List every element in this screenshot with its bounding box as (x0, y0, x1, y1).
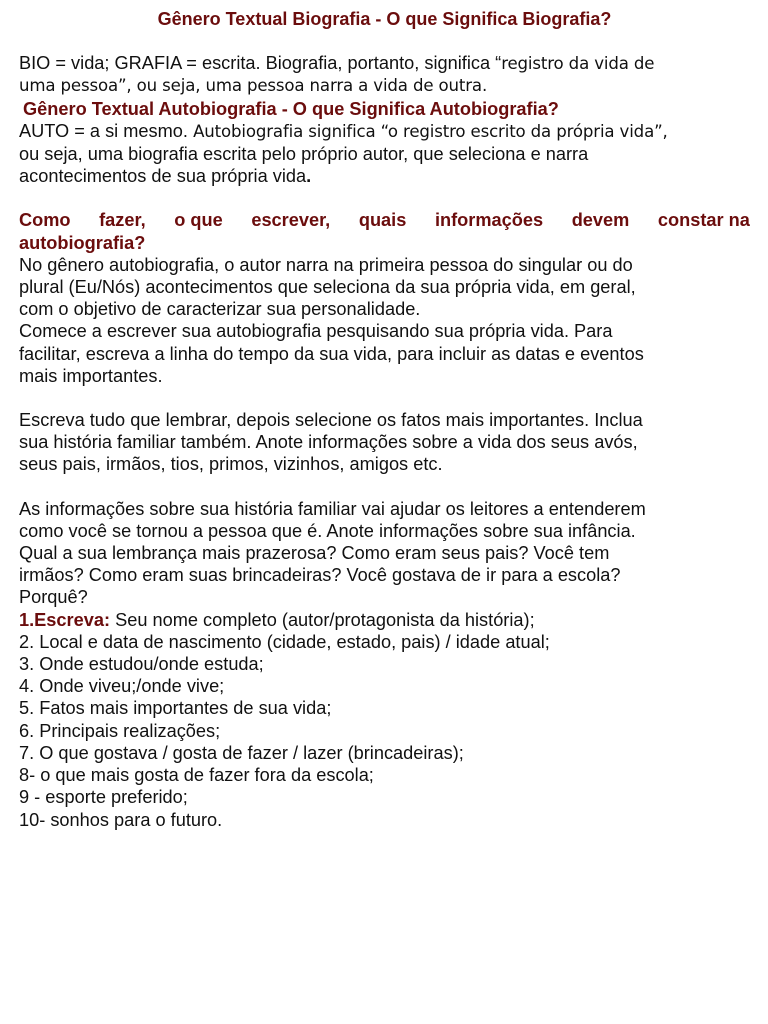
paragraph-line: Escreva tudo que lembrar, depois selecione os fatos mais importantes. Inclua (19, 410, 643, 431)
list-item: 2. Local e data de nascimento (cidade, estado, pais) / idade atual; (19, 631, 550, 652)
paragraph-line: No gênero autobiografia, o autor narra na primeira pessoa do singular ou do (19, 254, 633, 275)
list-head-label: 1.Escreva: (19, 609, 111, 630)
list-item: 10- sonhos para o futuro. (19, 809, 223, 830)
bio-definition-line-2 (19, 75, 750, 97)
paragraph-line: mais importantes. (19, 365, 163, 386)
paragraph-line: seus pais, irmãos, tios, primos, vizinhos, amigos etc. (19, 454, 443, 475)
how-word: Como (19, 210, 71, 231)
how-to-heading-line-2: autobiografia? (19, 232, 146, 253)
list-item: 6. Principais realizações; (19, 720, 221, 741)
paragraph-line: Qual a sua lembrança mais prazerosa? Como eram seus pais? Você tem (19, 543, 610, 564)
list-head-text: Seu nome completo (autor/protagonista da história); (110, 609, 535, 630)
bio-tail: ”, ou seja, uma pessoa narra a vida de outra (117, 76, 482, 96)
bio-quote-a: registro da vida de (501, 54, 655, 74)
list-item: 4. Onde viveu;/onde vive; (19, 676, 225, 697)
auto-line3: acontecimentos de sua própria vida (19, 166, 307, 187)
how-word: informações (434, 210, 544, 231)
page-title: Gênero Textual Biografia - O que Significa Biografia? (157, 9, 612, 29)
list-item: 7. O que gostava / gosta de fazer / lazer (brincadeiras); (19, 742, 464, 763)
spacer (19, 387, 750, 409)
bio-definition-line-1 (19, 52, 750, 75)
spacer (19, 476, 750, 498)
auto-definition-line-3 (19, 165, 750, 187)
how-word: devem (571, 210, 630, 231)
paragraph-line: como você se tornou a pessoa que é. Anote informações sobre sua infância. (19, 520, 636, 541)
paragraph-line: As informações sobre sua história familiar vai ajudar os leitores a entenderem (19, 498, 646, 519)
how-word: o que (174, 210, 223, 231)
auto-definition-line-1 (19, 120, 750, 143)
how-to-heading-line-1 (19, 209, 750, 231)
spacer (19, 30, 750, 52)
paragraph-line: sua história familiar também. Anote informações sobre a vida dos seus avós, (19, 432, 638, 453)
auto-lead: AUTO = a si mesmo. (19, 120, 188, 141)
paragraph-line: plural (Eu/Nós) acontecimentos que seleciona da sua própria vida, em geral, (19, 277, 636, 298)
auto-line3-end: . (306, 166, 312, 187)
paragraph-line: Porquê? (19, 587, 88, 608)
spacer (19, 187, 750, 209)
how-word: escrever, (251, 210, 331, 231)
paragraph-line: facilitar, escreva a linha do tempo da sua vida, para incluir as datas e eventos (19, 343, 644, 364)
paragraph-line: irmãos? Como eram suas brincadeiras? Você gostava de ir para a escola? (19, 565, 621, 586)
how-word: fazer, (99, 210, 146, 231)
list-item: 8- o que mais gosta de fazer fora da escola; (19, 765, 374, 786)
how-word: quais (358, 210, 407, 231)
autobiography-heading: Gênero Textual Autobiografia - O que Significa Autobiografia? (23, 98, 559, 119)
list-item: 5. Fatos mais importantes de sua vida; (19, 698, 332, 719)
paragraph-line: Comece a escrever sua autobiografia pesquisando sua própria vida. Para (19, 321, 613, 342)
bio-quote-b: uma pessoa (19, 76, 118, 96)
bio-end: . (481, 76, 488, 96)
bio-lead: BIO = vida; GRAFIA = escrita. Biografia, portanto, significa “ (19, 53, 502, 74)
list-item: 3. Onde estudou/onde estuda; (19, 654, 264, 675)
list-item-1 (19, 609, 750, 631)
paragraph-line: com o objetivo de caracterizar sua personalidade. (19, 299, 421, 320)
auto-meaning: Autobiografia significa “o registro escrito da própria vida”, (187, 121, 668, 141)
how-word: constar na (657, 210, 750, 231)
list-item: 9 - esporte preferido; (19, 787, 188, 808)
auto-definition-line-2: ou seja, uma biografia escrita pelo próprio autor, que seleciona e narra (19, 144, 589, 165)
